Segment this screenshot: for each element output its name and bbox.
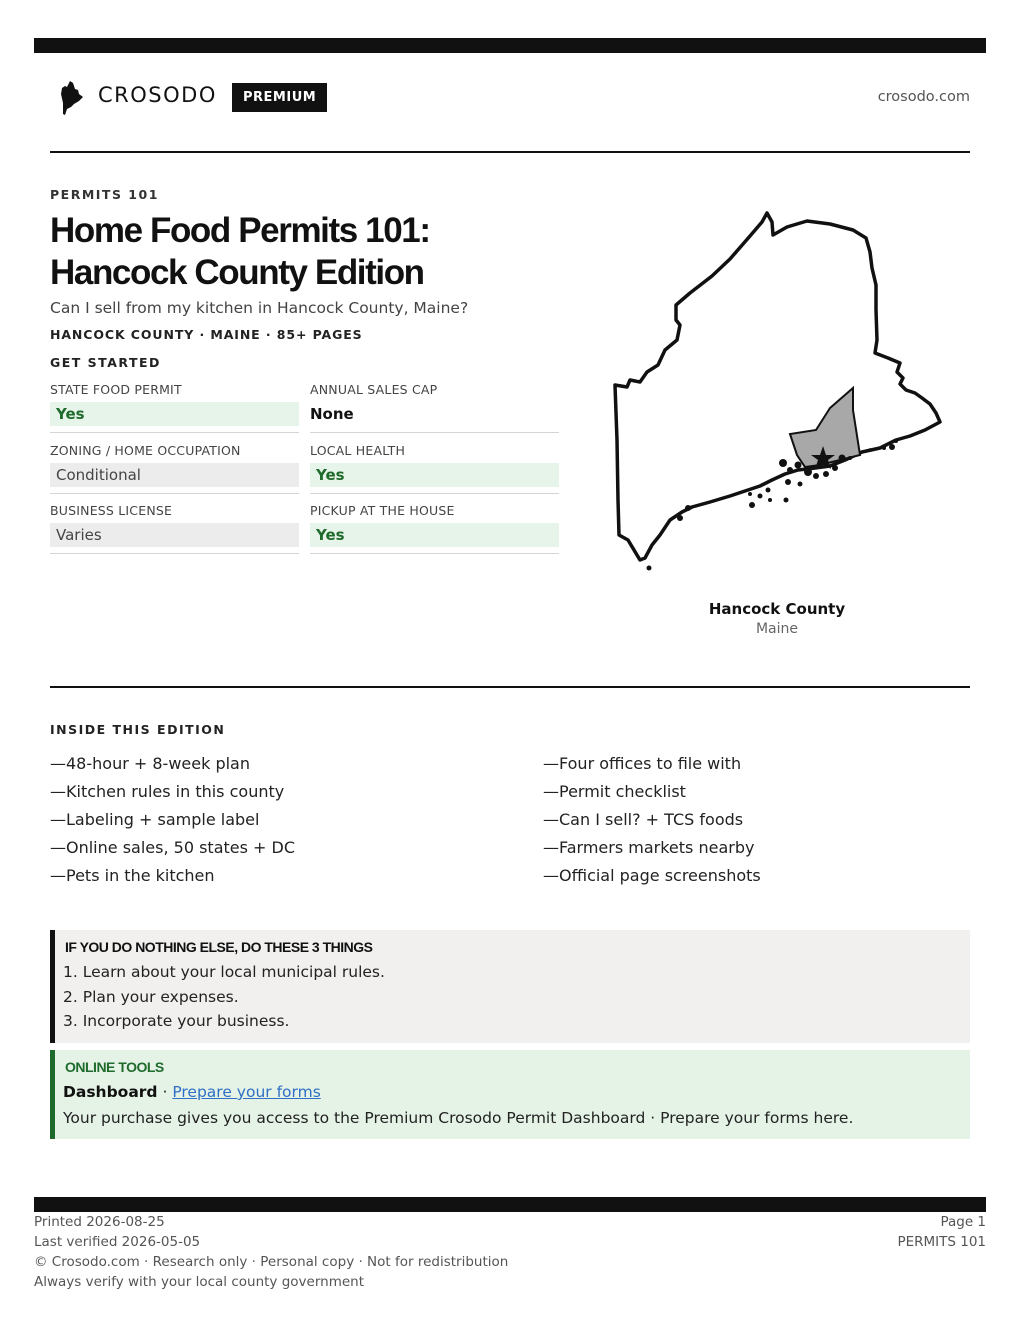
toc-heading: INSIDE THIS EDITION	[50, 722, 226, 737]
toc-item: —Pets in the kitchen	[50, 866, 215, 885]
fact-value: Yes	[310, 463, 559, 487]
printed-date: Printed 2026-08-25	[34, 1214, 165, 1230]
page-number: Page 1	[940, 1214, 986, 1230]
map-caption	[687, 600, 867, 637]
toc-item: —48-hour + 8-week plan	[50, 754, 250, 773]
toc-item: —Can I sell? + TCS foods	[543, 810, 744, 829]
fact-label: LOCAL HEALTH	[310, 443, 406, 458]
toc-item: —Official page screenshots	[543, 866, 761, 885]
page-title-line-1: Home Food Permits 101:	[50, 211, 430, 250]
section-divider	[50, 686, 970, 688]
fact-zoning	[50, 442, 299, 494]
map-county-name: Hancock County	[708, 600, 846, 618]
callout-heading: IF YOU DO NOTHING ELSE, DO THESE 3 THINGS	[65, 939, 373, 955]
toc-right-column	[543, 750, 761, 890]
premium-badge: PREMIUM	[232, 83, 327, 112]
toc-item: —Labeling + sample label	[50, 810, 260, 829]
callout-item: 3. Incorporate your business.	[63, 1012, 290, 1030]
toc-item: —Farmers markets nearby	[543, 838, 755, 857]
page-title-line-2: Hancock County Edition	[50, 253, 424, 292]
dashboard-description: Your purchase gives you access to the Premium Crosodo Permit Dashboard · Prepare your forms here.	[63, 1109, 854, 1127]
fact-pickup	[310, 502, 559, 554]
prepare-forms-link[interactable]: Prepare your forms	[172, 1083, 321, 1101]
online-tools-callout	[50, 1050, 970, 1139]
fact-value: Conditional	[50, 463, 299, 487]
dashboard-label: Dashboard	[63, 1083, 158, 1101]
section-eyebrow: PERMITS 101	[50, 187, 159, 202]
verify-note: Always verify with your local county government	[34, 1274, 364, 1290]
verified-date: Last verified 2026-05-05	[34, 1234, 201, 1250]
callout-heading: ONLINE TOOLS	[65, 1059, 164, 1075]
page-subtitle: Can I sell from my kitchen in Hancock County, Maine?	[50, 299, 469, 317]
coastal-islands	[647, 439, 899, 571]
site-url[interactable]: crosodo.com	[877, 89, 970, 105]
fact-local-health	[310, 442, 559, 494]
callout-item: 2. Plan your expenses.	[63, 988, 239, 1006]
brand-name: CROSODO	[98, 83, 217, 107]
footer-right	[897, 1212, 986, 1252]
copyright-notice: © Crosodo.com · Research only · Personal copy · Not for redistribution	[34, 1254, 509, 1270]
toc-item: —Four offices to file with	[543, 754, 742, 773]
header-divider	[50, 151, 970, 153]
fact-label: PICKUP AT THE HOUSE	[310, 503, 455, 518]
top-bar	[34, 38, 986, 53]
fact-label: ANNUAL SALES CAP	[310, 382, 438, 397]
get-started-heading: GET STARTED	[50, 355, 161, 370]
dashboard-line	[63, 1083, 321, 1101]
toc-left-column	[50, 750, 295, 890]
fact-label: ZONING / HOME OCCUPATION	[50, 443, 241, 458]
footer-bar	[34, 1197, 986, 1212]
separator: ·	[157, 1083, 173, 1101]
fact-label: STATE FOOD PERMIT	[50, 382, 182, 397]
header	[50, 78, 970, 118]
map-state-name: Maine	[755, 621, 799, 637]
toc-item: —Kitchen rules in this county	[50, 782, 285, 801]
page-title	[50, 210, 570, 294]
edition-meta: HANCOCK COUNTY · MAINE · 85+ PAGES	[50, 327, 363, 342]
fact-label: BUSINESS LICENSE	[50, 503, 173, 518]
toc-item: —Online sales, 50 states + DC	[50, 838, 296, 857]
fact-state-food-permit	[50, 381, 299, 433]
fact-value: Varies	[50, 523, 299, 547]
maine-county-map	[600, 205, 950, 580]
fact-annual-sales-cap	[310, 381, 559, 433]
maine-logo-icon	[58, 80, 84, 116]
maine-outline	[615, 213, 940, 560]
toc-item: —Permit checklist	[543, 782, 686, 801]
fact-value: None	[310, 405, 354, 423]
fact-value: Yes	[50, 402, 299, 426]
callout-item: 1. Learn about your local municipal rules.	[63, 963, 385, 981]
top-three-callout	[50, 930, 970, 1043]
fact-business-license	[50, 502, 299, 554]
fact-value: Yes	[310, 523, 559, 547]
footer-left	[34, 1212, 508, 1292]
footer-section: PERMITS 101	[897, 1234, 986, 1250]
